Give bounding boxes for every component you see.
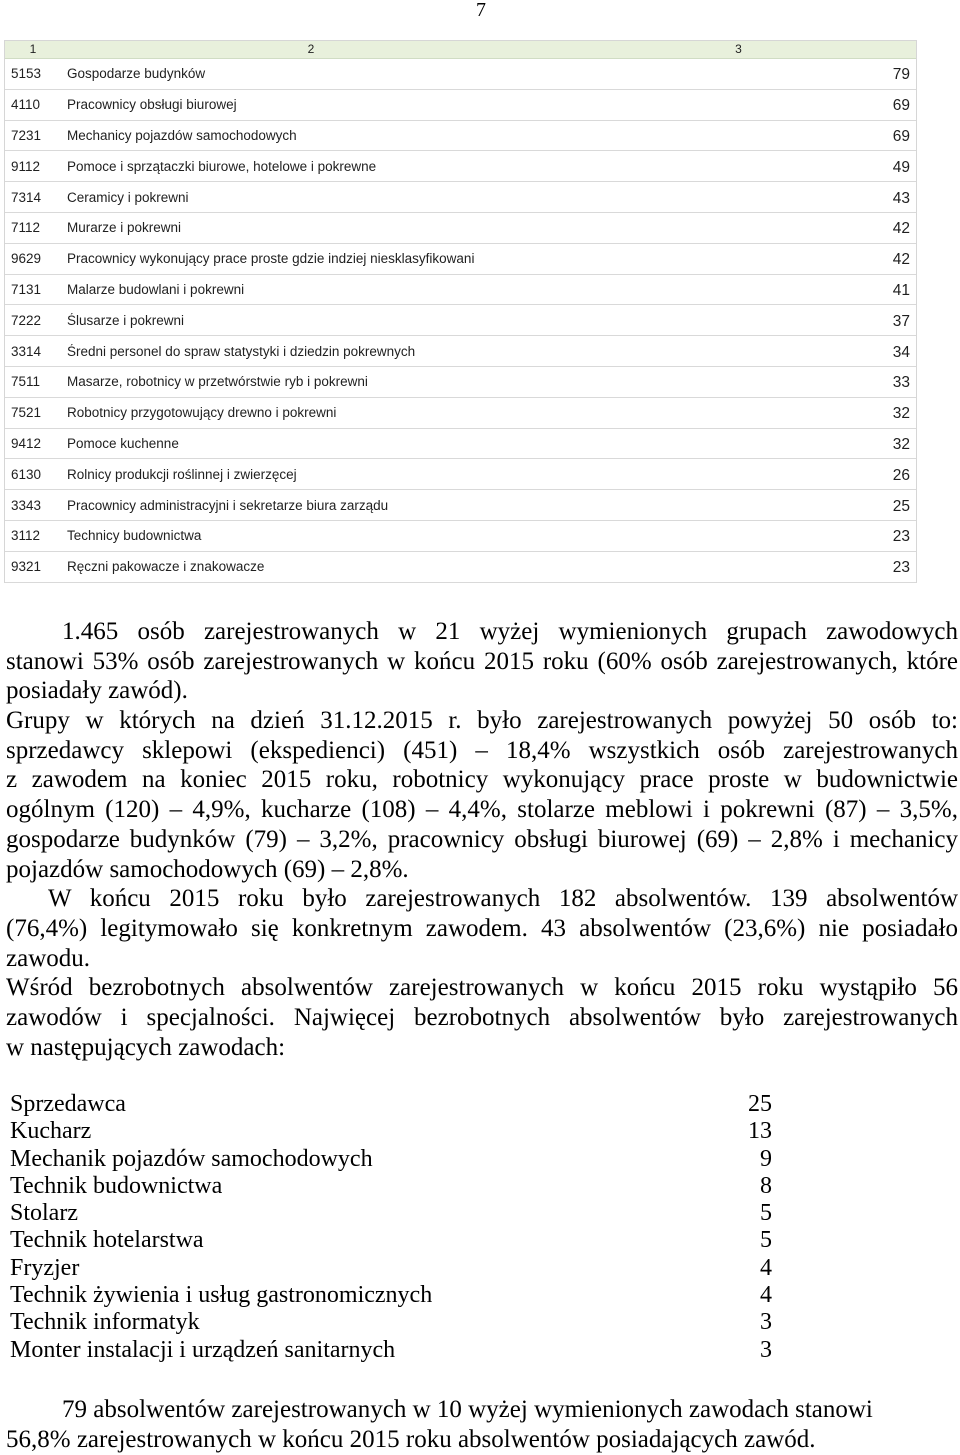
occupation-name: Średni personel do spraw statystyki i dziedzin pokrewnych	[67, 343, 416, 359]
graduate-occupation-name: Fryzjer	[10, 1254, 80, 1281]
graduate-occupation-name: Technik hotelarstwa	[10, 1227, 204, 1254]
column-header-code: 1	[29, 42, 37, 56]
table-row	[5, 121, 916, 152]
registered-count: 69	[892, 127, 910, 145]
body-text	[6, 617, 958, 1062]
graduate-count: 5	[760, 1200, 772, 1227]
occupation-code: 4110	[11, 97, 41, 113]
paragraph-line: 1.465 osób zarejestrowanych w 21 wyżej wymienionych grupach zawodowych	[62, 618, 958, 645]
graduate-count: 3	[760, 1336, 772, 1363]
table-row	[5, 336, 916, 367]
occupation-code: 7511	[11, 374, 41, 390]
occupation-name: Robotnicy przygotowujący drewno i pokrewni	[67, 405, 337, 421]
list-item	[10, 1200, 772, 1227]
graduate-count: 4	[760, 1254, 772, 1281]
paragraph-line: W końcu 2015 roku było zarejestrowanych 182 absolwentów. 139 absolwentów	[48, 885, 958, 913]
list-item	[10, 1337, 772, 1364]
list-item	[10, 1255, 772, 1282]
occupation-code: 7521	[11, 405, 42, 421]
occupation-name: Pracownicy wykonujący prace proste gdzie indziej niesklasyfikowani	[67, 251, 475, 267]
registered-count: 23	[892, 559, 910, 577]
table-row	[5, 90, 916, 121]
graduate-occupation-name: Kucharz	[10, 1118, 92, 1145]
graduate-occupation-name: Technik żywienia i usług gastronomicznych	[10, 1282, 433, 1309]
occupation-code: 9112	[11, 158, 41, 174]
occupation-code: 9412	[11, 435, 42, 451]
list-item	[10, 1146, 772, 1173]
graduate-count: 8	[760, 1172, 772, 1199]
table-header-row	[5, 41, 916, 59]
occupation-code: 7231	[11, 127, 42, 143]
graduate-count: 3	[760, 1309, 772, 1336]
column-header-name: 2	[307, 42, 315, 56]
list-item	[10, 1118, 772, 1145]
registered-count: 41	[892, 281, 910, 299]
occupation-table	[4, 40, 917, 583]
paragraph-line: ogólnym (120) – 4,9%, kucharze (108) – 4,4%, stolarze meblowi i pokrewni (87) – 3,5%,	[6, 796, 958, 824]
graduate-occupation-name: Technik budownictwa	[10, 1172, 223, 1199]
paragraph-line: stanowi 53% osób zarejestrowanych w końcu 2015 roku (60% osób zarejestrowanych, które	[6, 647, 958, 675]
table-row	[5, 275, 916, 306]
page-number: 7	[476, 0, 486, 21]
registered-count: 37	[892, 312, 910, 330]
paragraph-line: Grupy w których na dzień 31.12.2015 r. było zarejestrowanych powyżej 50 osób to:	[6, 707, 958, 735]
occupation-name: Pomoce kuchenne	[67, 435, 179, 451]
occupation-name: Rolnicy produkcji roślinnej i zwierzęcej	[67, 466, 297, 482]
table-row	[5, 490, 916, 521]
occupation-name: Technicy budownictwa	[67, 528, 202, 544]
paragraph-line: z zawodem na koniec 2015 roku, robotnicy wykonujący prace proste w budownictwie	[6, 766, 958, 794]
graduate-count: 13	[748, 1118, 772, 1145]
registered-count: 23	[892, 528, 910, 546]
table-row	[5, 398, 916, 429]
registered-count: 33	[892, 374, 910, 392]
registered-count: 69	[892, 97, 910, 115]
occupation-code: 9629	[11, 251, 42, 267]
registered-count: 26	[892, 466, 910, 484]
table-row	[5, 552, 916, 583]
table-row	[5, 367, 916, 398]
registered-count: 42	[892, 220, 910, 238]
paragraph-line: 56,8% zarejestrowanych w końcu 2015 roku absolwentów posiadających zawód.	[6, 1425, 816, 1453]
graduate-occupation-name: Sprzedawca	[10, 1091, 126, 1117]
list-item	[10, 1091, 772, 1118]
graduate-occupation-name: Monter instalacji i urządzeń sanitarnych	[10, 1336, 396, 1363]
occupation-name: Malarze budowlani i pokrewni	[67, 281, 245, 297]
table-row	[5, 151, 916, 182]
occupation-name: Murarze i pokrewni	[67, 220, 182, 236]
paragraph-line: sprzedawcy sklepowi (ekspedienci) (451) – 18,4% wszystkich osób zarejestrowanych	[6, 736, 958, 764]
paragraph-line: zawodu.	[6, 944, 90, 972]
registered-count: 43	[892, 189, 910, 207]
graduates-occupation-list	[10, 1091, 772, 1364]
list-item	[10, 1173, 772, 1200]
graduate-occupation-name: Technik informatyk	[10, 1309, 200, 1336]
registered-count: 42	[892, 251, 910, 269]
graduate-occupation-name: Stolarz	[10, 1200, 78, 1227]
occupation-name: Mechanicy pojazdów samochodowych	[67, 127, 297, 143]
graduate-count: 4	[760, 1282, 772, 1309]
paragraph-line: Wśród bezrobotnych absolwentów zarejestrowanych w końcu 2015 roku wystąpiło 56	[6, 974, 958, 1002]
paragraph-line: posiadały zawód).	[6, 677, 188, 705]
registered-count: 79	[892, 66, 910, 84]
list-item	[10, 1227, 772, 1254]
occupation-code: 3314	[11, 343, 42, 359]
table-row	[5, 59, 916, 90]
graduate-count: 9	[760, 1145, 772, 1172]
table-row	[5, 521, 916, 552]
registered-count: 32	[892, 405, 910, 423]
column-header-count: 3	[735, 42, 742, 56]
paragraph-line: gospodarze budynków (79) – 3,2%, pracownicy obsługi biurowej (69) – 2,8% i mechanicy	[6, 825, 958, 853]
occupation-name: Pracownicy obsługi biurowej	[67, 97, 237, 113]
list-item	[10, 1309, 772, 1336]
registered-count: 34	[892, 343, 910, 361]
occupation-name: Gospodarze budynków	[67, 66, 206, 82]
paragraph-line: pojazdów samochodowych (69) – 2,8%.	[6, 855, 409, 883]
occupation-name: Ceramicy i pokrewni	[67, 189, 189, 205]
occupation-name: Pomoce i sprzątaczki biurowe, hotelowe i pokrewne	[67, 158, 377, 174]
occupation-name: Ręczni pakowacze i znakowacze	[67, 559, 265, 575]
occupation-code: 6130	[11, 466, 42, 482]
registered-count: 49	[892, 158, 910, 176]
occupation-code: 7314	[11, 189, 42, 205]
occupation-code: 9321	[11, 559, 42, 575]
table-row	[5, 182, 916, 213]
paragraph-line: zawodów i specjalności. Najwięcej bezrobotnych absolwentów było zarejestrowanych	[6, 1003, 958, 1031]
occupation-code: 7222	[11, 312, 42, 328]
table-row	[5, 244, 916, 275]
occupation-name: Pracownicy administracyjni i sekretarze biura zarządu	[67, 497, 389, 513]
occupation-code: 3112	[11, 528, 41, 544]
graduate-count: 25	[748, 1091, 772, 1117]
occupation-name: Masarze, robotnicy w przetwórstwie ryb i pokrewni	[67, 374, 368, 390]
table-row	[5, 213, 916, 244]
table-row	[5, 459, 916, 490]
graduate-occupation-name: Mechanik pojazdów samochodowych	[10, 1145, 373, 1172]
occupation-code: 5153	[11, 66, 42, 82]
occupation-code: 7131	[11, 281, 42, 297]
registered-count: 32	[892, 435, 910, 453]
occupation-code: 3343	[11, 497, 42, 513]
list-item	[10, 1282, 772, 1309]
closing-paragraph	[6, 1395, 958, 1454]
registered-count: 25	[892, 497, 910, 515]
occupation-name: Ślusarze i pokrewni	[67, 312, 185, 328]
paragraph-line: w następujących zawodach:	[6, 1033, 286, 1061]
table-row	[5, 429, 916, 460]
occupation-code: 7112	[11, 220, 41, 236]
paragraph-line: (76,4%) legitymowało się konkretnym zawodem. 43 absolwentów (23,6%) nie posiadało	[6, 914, 958, 942]
graduate-count: 5	[760, 1227, 772, 1254]
table-row	[5, 305, 916, 336]
paragraph-line: 79 absolwentów zarejestrowanych w 10 wyżej wymienionych zawodach stanowi	[62, 1396, 873, 1423]
